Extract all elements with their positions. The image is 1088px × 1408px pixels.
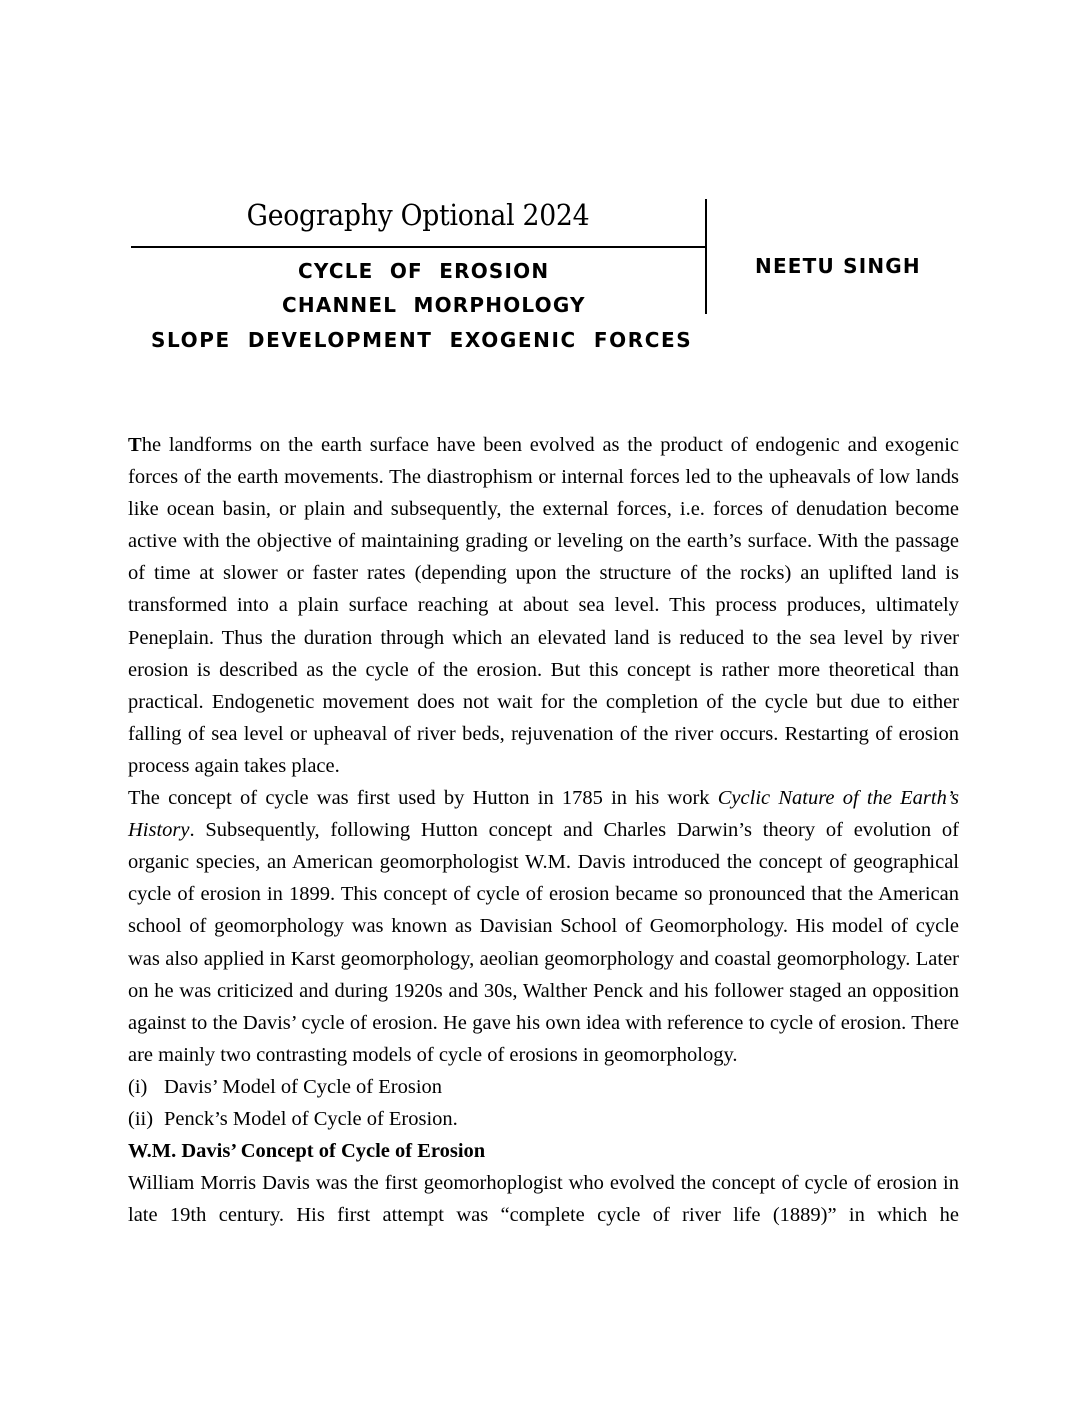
subtitle-slope-development: SLOPE DEVELOPMENT EXOGENIC FORCES bbox=[151, 328, 693, 352]
subtitle-cycle-of-erosion: CYCLE OF EROSION bbox=[298, 259, 550, 283]
author-name: NEETU SINGH bbox=[755, 254, 921, 278]
list-item-text: Davis’ Model of Cycle of Erosion bbox=[164, 1075, 443, 1098]
paragraph-intro-text: he landforms on the earth surface have been evolved as the product of endogenic and exogenic forces of the earth movements. The diastrophism or internal forces led to the upheavals of low lands like ocean basin, or plain and subsequently, the external forces, i.e. forces of denudation become active with the objective of maintaining grading or leveling on the earth’s surface. With the passage of time at slower or faster rates (depending upon the structure of the rocks) an uplifted land is transformed into a plain surface reaching at about sea level. This process produces, ultimately Peneplain. Thus the duration through which an elevated land is reduced to the sea level by river erosion is described as the cycle of the erosion. But this concept is rather more theoretical than practical. Endogenetic movement does not wait for the completion of the cycle but due to either falling of sea level or upheaval of river beds, rejuvenation of the river occurs. Restarting of erosion process again takes place. bbox=[128, 434, 959, 777]
list-item-number: (i) bbox=[128, 1075, 148, 1098]
paragraph-history-text-a: The concept of cycle was first used by Hutton in 1785 in his work bbox=[128, 787, 718, 810]
work-title-italic: Cyclic Nature of the Earth’s History bbox=[128, 787, 959, 842]
list-item-text: Penck’s Model of Cycle of Erosion. bbox=[164, 1107, 458, 1130]
paragraph-history bbox=[128, 782, 959, 1071]
title-underline-divider bbox=[131, 246, 705, 248]
header-vertical-divider bbox=[705, 199, 707, 314]
list-item bbox=[128, 1103, 959, 1135]
document-title: Geography Optional 2024 bbox=[246, 198, 590, 232]
paragraph-history-text-b: . Subsequently, following Hutton concept and Charles Darwin’s theory of evolution of organic species, an American geomorphologist W.M. Davis introduced the concept of geographical cycle of erosion in 1899. This concept of cycle of erosion became so pronounced that the American school of geomorphology was known as Davisian School of Geomorphology. His model of cycle was also applied in Karst geomorphology, aeolian geomorphology and coastal geomorphology. Later on he was criticized and during 1920s and 30s, Walther Penck and his follower staged an opposition against to the Davis’ cycle of erosion. He gave his own idea with reference to cycle of erosion. There are mainly two contrasting models of cycle of erosions in geomorphology. bbox=[128, 819, 959, 1066]
paragraph-intro bbox=[128, 429, 959, 782]
list-item bbox=[128, 1071, 959, 1103]
paragraph-davis: William Morris Davis was the first geomorhoplogist who evolved the concept of cycle of erosion in late 19th century. His first attempt was “complete cycle of river life (1889)” in which he bbox=[128, 1172, 959, 1227]
body-text bbox=[128, 429, 959, 1231]
list-item-number: (ii) bbox=[128, 1107, 154, 1130]
section-heading: W.M. Davis’ Concept of Cycle of Erosion bbox=[128, 1140, 486, 1163]
drop-lead-letter: T bbox=[128, 434, 142, 456]
subtitle-channel-morphology: CHANNEL MORPHOLOGY bbox=[282, 293, 586, 317]
